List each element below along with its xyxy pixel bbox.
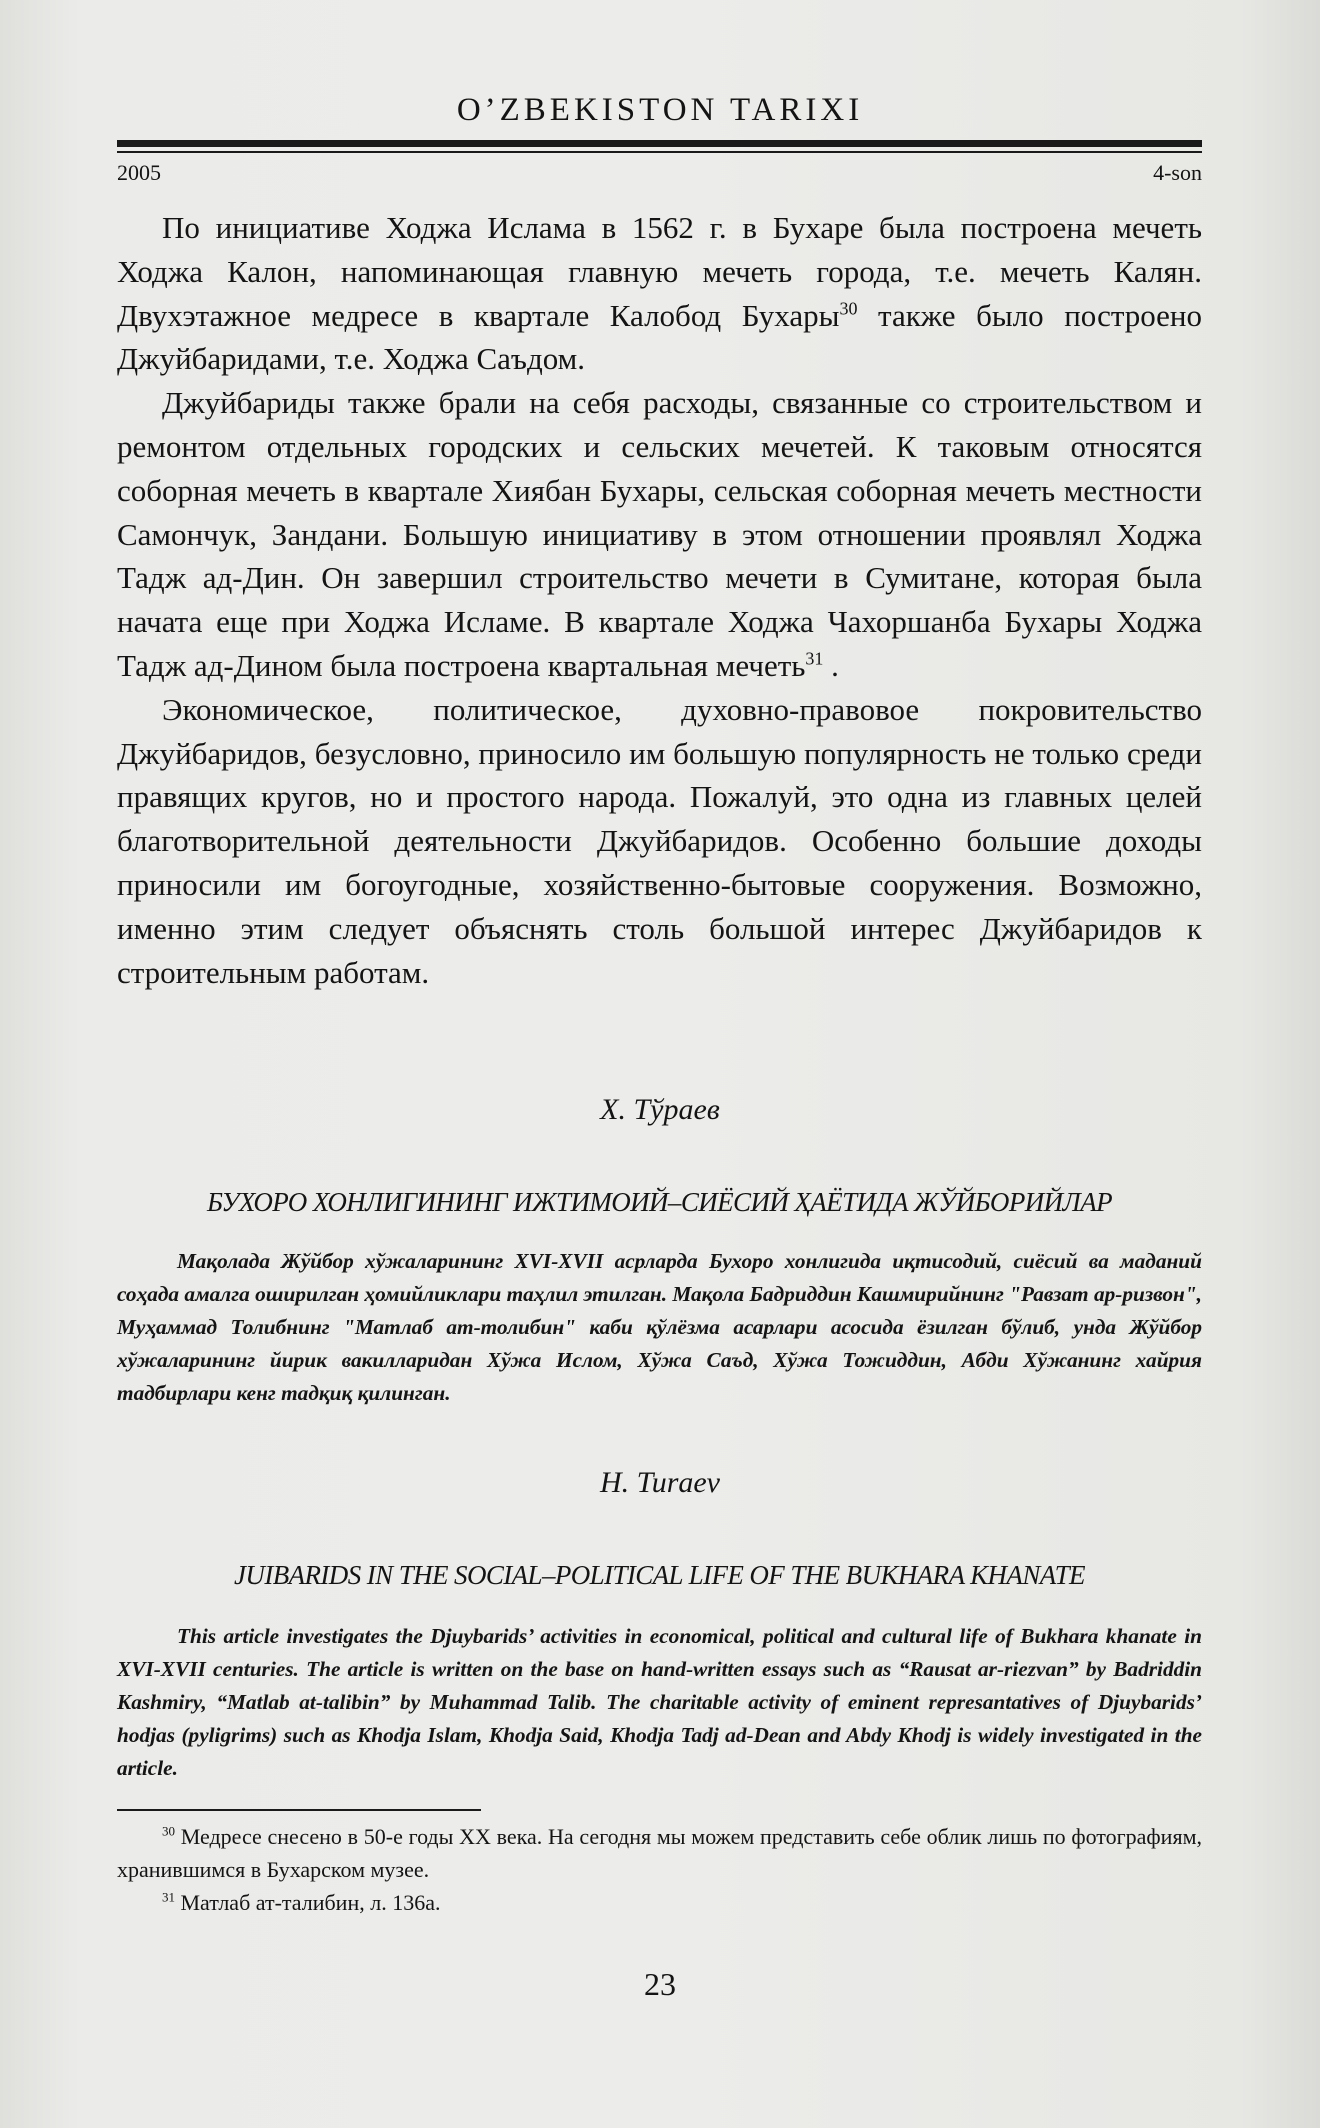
footnote-30-mark: 30 — [162, 1823, 175, 1839]
footnote-31-text: Матлаб ат-талибин, л. 136а. — [175, 1890, 441, 1915]
footnote-30-text: Медресе снесено в 50-е годы XX века. На сегодня мы можем представить себе облик лишь по фотографиям, хранившимся в Бухарском музее. — [117, 1824, 1202, 1882]
body-paragraph-3: Экономическое, политическое, духовно-правовое покровительство Джуйбаридов, безусловно, приносило им большую популярность не только среди правящих кругов, но и простого народа. Пожалуй, это одна из главных целей благотворительной деятельности Джуйбаридов. Особенно большие доходы приносили им богоугодные, хозяйственно-бытовые сооружения. Возможно, именно этим следует объяснять столь большой интерес Джуйбаридов к строительным работам. — [117, 691, 1202, 990]
body-paragraph-2-tail: . — [823, 647, 839, 683]
article-body — [117, 206, 1202, 994]
en-title: JUIBARIDS IN THE SOCIAL–POLITICAL LIFE OF THE BUKHARA KHANATE — [234, 1560, 1085, 1590]
footnote-ref-30: 30 — [839, 298, 858, 319]
body-paragraph-2-text: Джуйбариды также брали на себя расходы, связанные со строительством и ремонтом отдельных городских и сельских мечетей. К таковым относятся соборная мечеть в квартале Хиябан Бухары, сельская соборная мечеть местности Самончук, Зандани. Большую инициативу в этом отношении проявлял Ходжа Тадж ад-Дин. Он завершил строительство мечети в Сумитане, которая была начата еще при Ходжа Исламе. В квартале Ходжа Чахоршанба Бухары Ходжа Тадж ад-Дином была построена квартальная мечеть — [117, 385, 1202, 683]
footnote-separator — [117, 1809, 481, 1811]
uz-abstract — [117, 1245, 1202, 1410]
header-rule-thin — [117, 151, 1202, 153]
en-abstract — [117, 1620, 1202, 1785]
body-paragraph-1-tail: также было построено Джуйбаридами, т.е. Ходжа Саъдом. — [117, 297, 1202, 377]
page-number: 23 — [644, 1966, 676, 2002]
en-abstract-text: This article investigates the Djuybarids’ activities in economical, political and cultural life of Bukhara khanate in XVI-XVII centuries. The article is written on the base on hand-written essays such as “Rausat ar-riezvan” by Badriddin Kashmiry, “Matlab at-talibin” by Muhammad Talib. The charitable activity of eminent represantatives of Djuybarids’ hodjas (pyligrims) such as Khodja Islam, Khodja Said, Khodja Tadj ad-Dean and Abdy Khodj is widely investigated in the article. — [117, 1624, 1202, 1780]
footnote-30 — [117, 1820, 1202, 1886]
uz-abstract-text: Мақолада Жўйбор хўжаларининг XVI-XVII асрларда Бухоро хонлигида иқтисодий, сиёсий ва маданий соҳада амалга оширилган ҳомийликлари таҳлил этилган. Мақола Бадриддин Кашмирийнинг "Равзат ар-ризвон", Муҳаммад Толибнинг "Матлаб ат-толибин" каби қўлёзма асарлари асосида ёзилган бўлиб, унда Жўйбор хўжаларининг йирик вакилларидан Хўжа Ислом, Хўжа Саъд, Хўжа Тожиддин, Абди Хўжанинг хайрия тадбирлари кенг тадқиқ қилинган. — [117, 1249, 1202, 1405]
footnote-31-mark: 31 — [162, 1889, 175, 1905]
body-paragraph-1-text: По инициативе Ходжа Ислама в 1562 г. в Бухаре была построена мечеть Ходжа Калон, напоминающая главную мечеть города, т.е. мечеть Калян. Двухэтажное медресе в квартале Калобод Бухары — [117, 210, 1202, 333]
body-paragraph-1 — [117, 206, 1202, 381]
issue-number: 4-son — [1153, 160, 1202, 185]
footnotes — [117, 1820, 1202, 1919]
footnote-ref-31: 31 — [805, 648, 824, 669]
journal-title: O’ZBEKISTON TARIXI — [456, 92, 864, 128]
en-author: H. Turaev — [600, 1466, 720, 1499]
body-paragraph-2 — [117, 381, 1202, 688]
header-rule-thick — [117, 140, 1202, 147]
uz-author: Х. Тўраев — [600, 1093, 720, 1126]
footnote-31 — [117, 1886, 1202, 1919]
uz-title: БУХОРО ХОНЛИГИНИНГ ИЖТИМОИЙ–СИЁСИЙ ҲАЁТИДА ЖЎЙБОРИЙЛАР — [207, 1187, 1112, 1217]
issue-year: 2005 — [117, 160, 161, 185]
